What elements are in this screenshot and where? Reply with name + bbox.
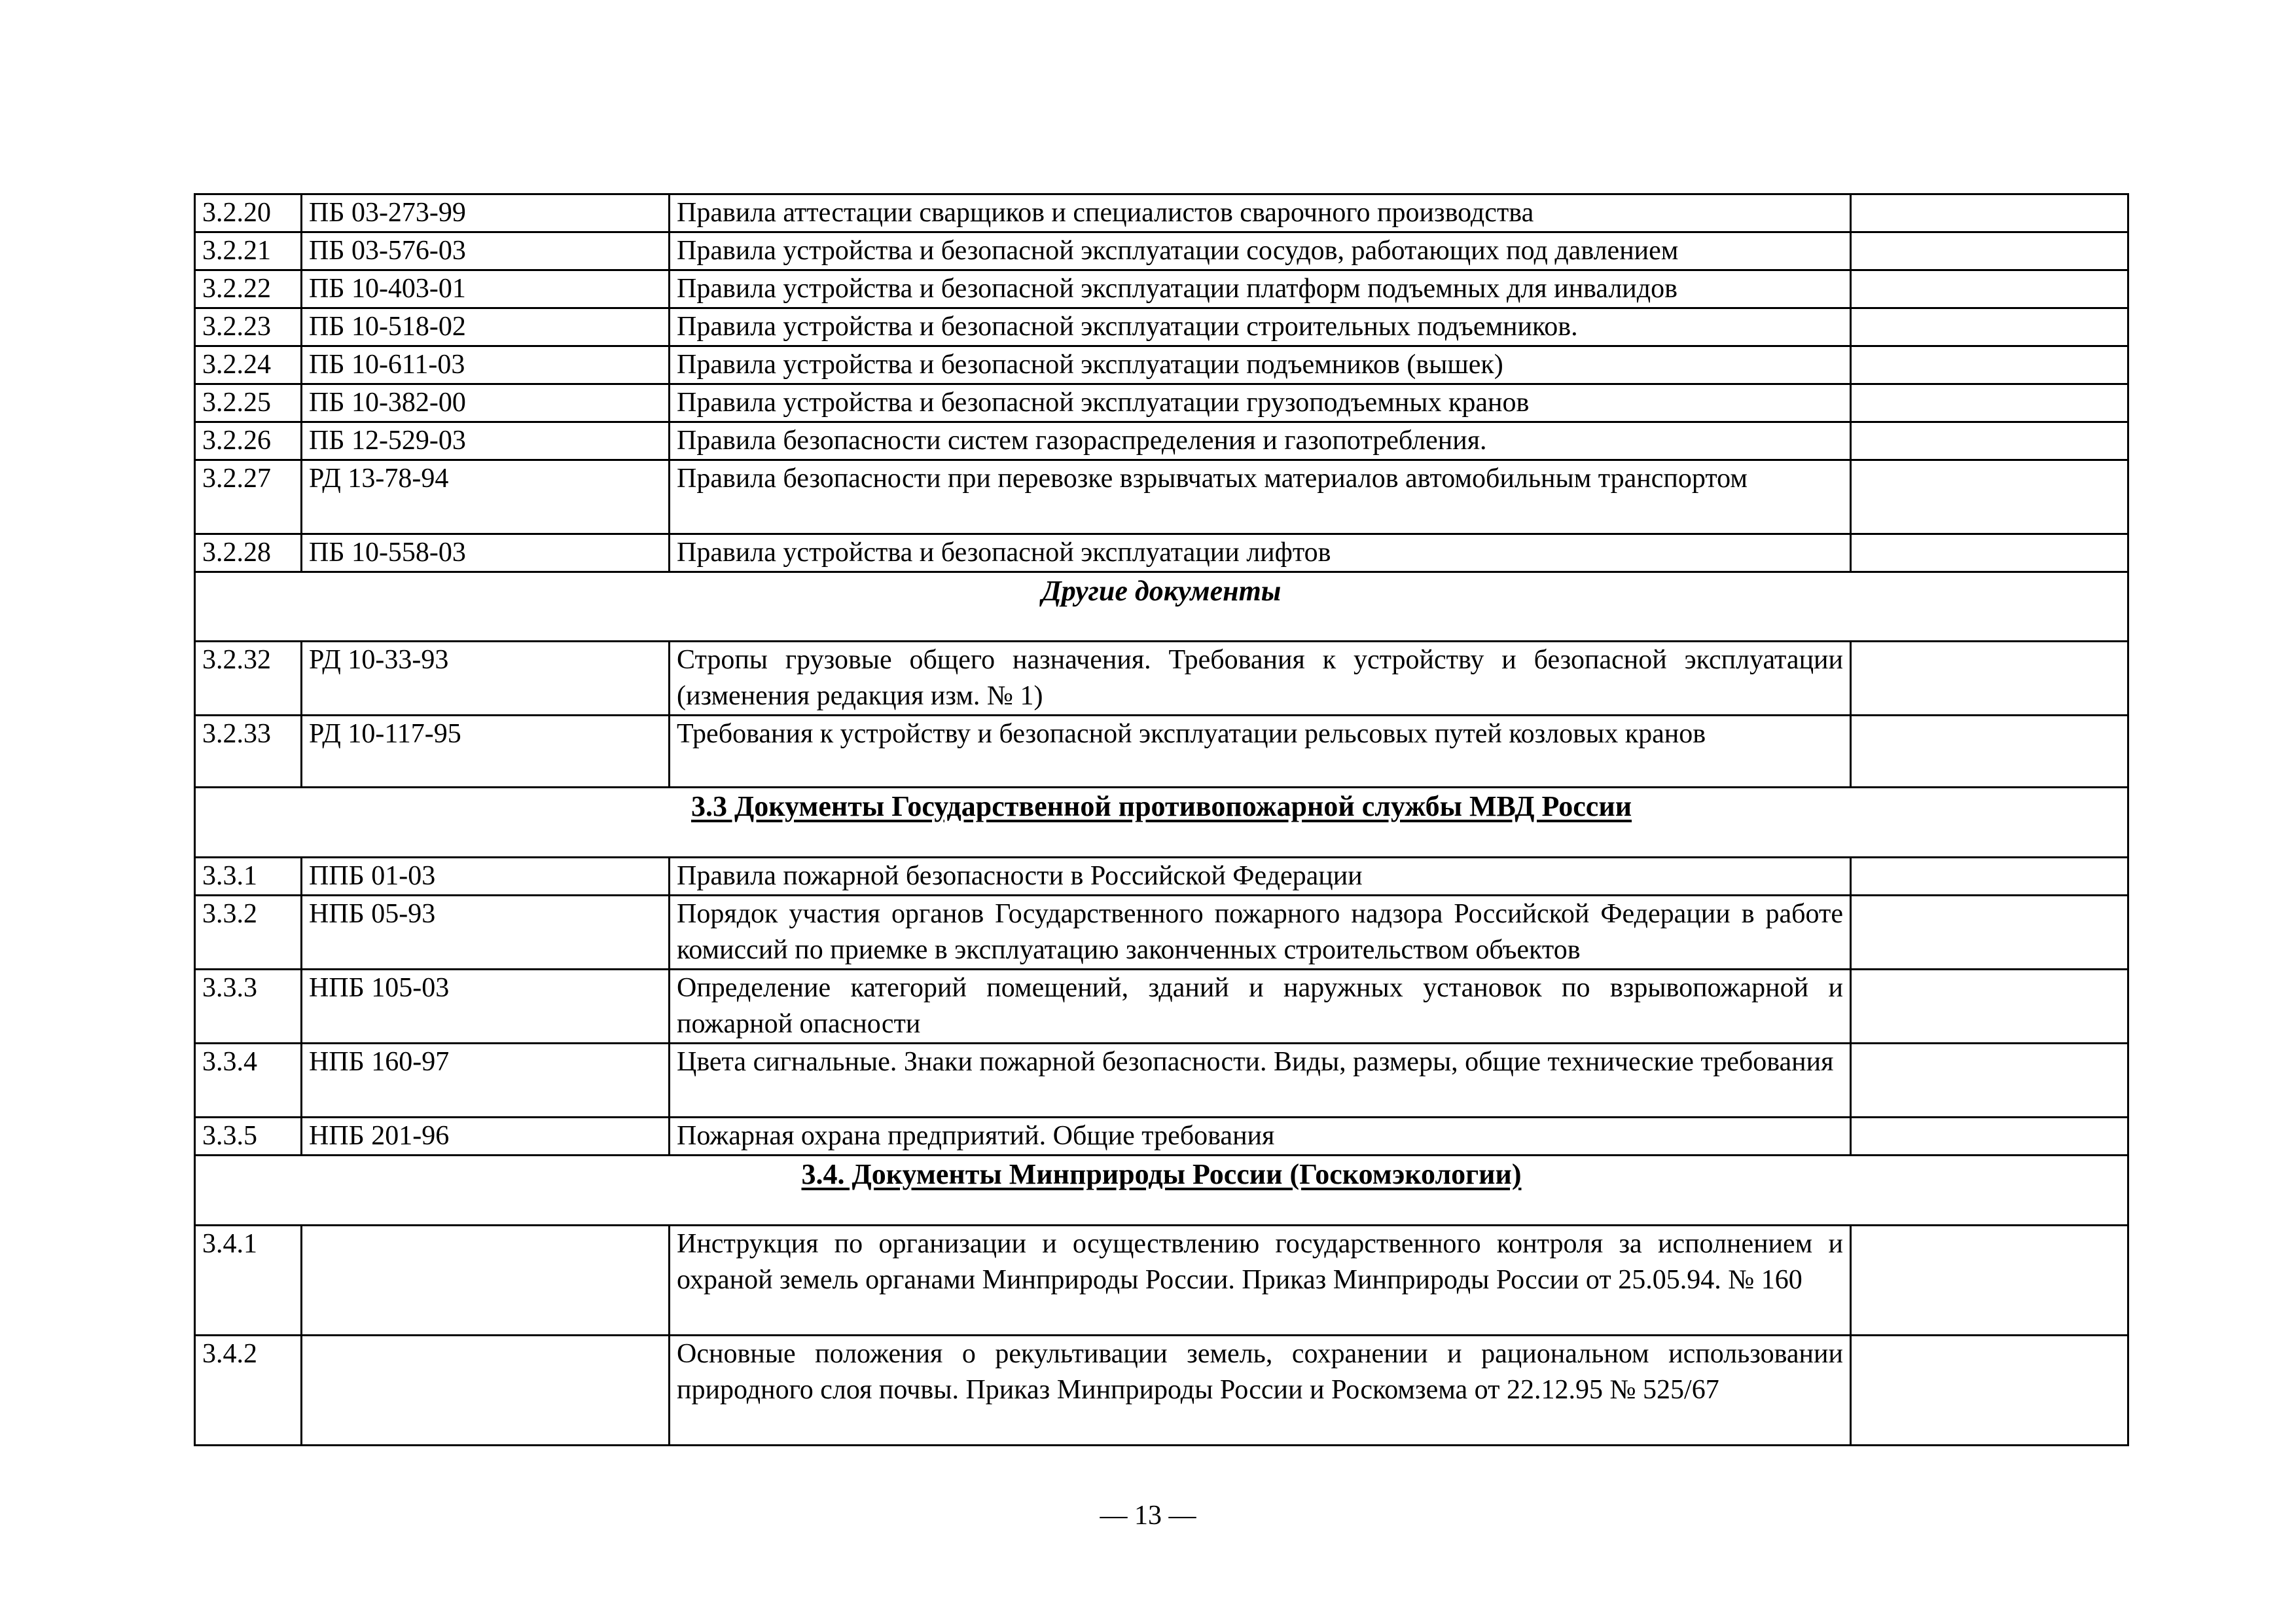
section-heading-text: 3.4. Документы Минприроды России (Госкомэкологии)	[801, 1158, 1522, 1190]
document-title: Цвета сигнальные. Знаки пожарной безопасности. Виды, размеры, общие технические требования	[670, 1044, 1851, 1118]
note-cell	[1851, 858, 2128, 896]
row-number: 3.2.27	[195, 460, 302, 534]
note-cell	[1851, 1336, 2128, 1446]
note-cell	[1851, 270, 2128, 308]
row-number: 3.2.25	[195, 384, 302, 422]
note-cell	[1851, 460, 2128, 534]
document-title: Стропы грузовые общего назначения. Требования к устройству и безопасной эксплуатации (изменения редакция изм. № 1)	[670, 642, 1851, 716]
row-number: 3.2.32	[195, 642, 302, 716]
note-cell	[1851, 308, 2128, 346]
table-row	[195, 858, 2128, 896]
page-number: — 13 —	[1100, 1501, 1196, 1531]
document-title: Правила аттестации сварщиков и специалистов сварочного производства	[670, 194, 1851, 232]
document-title: Порядок участия органов Государственного пожарного надзора Российской Федерации в работе комиссий по приемке в эксплуатацию законченных строительством объектов	[670, 896, 1851, 970]
note-cell	[1851, 1226, 2128, 1336]
row-number: 3.2.24	[195, 346, 302, 384]
document-code: ПБ 03-576-03	[302, 232, 670, 270]
document-title: Пожарная охрана предприятий. Общие требования	[670, 1118, 1851, 1156]
document-title: Инструкция по организации и осуществлению государственного контроля за исполнением и охраной земель органами Минприроды России. Приказ Минприроды России от 25.05.94. № 160	[670, 1226, 1851, 1336]
note-cell	[1851, 194, 2128, 232]
row-number: 3.2.28	[195, 534, 302, 572]
table-row	[195, 716, 2128, 788]
row-number: 3.2.22	[195, 270, 302, 308]
table-row	[195, 308, 2128, 346]
table-row	[195, 422, 2128, 460]
document-title: Правила безопасности систем газораспределения и газопотребления.	[670, 422, 1851, 460]
row-number: 3.3.4	[195, 1044, 302, 1118]
note-cell	[1851, 232, 2128, 270]
note-cell	[1851, 896, 2128, 970]
section-row	[195, 1156, 2128, 1226]
table-row	[195, 1044, 2128, 1118]
document-title: Основные положения о рекультивации земель, сохранении и рациональном использовании природного слоя почвы. Приказ Минприроды России и Роскомзема от 22.12.95 № 525/67	[670, 1336, 1851, 1446]
document-code: ПБ 12-529-03	[302, 422, 670, 460]
table-row	[195, 270, 2128, 308]
section-heading-ecology	[195, 1156, 2128, 1226]
document-code: ПБ 10-558-03	[302, 534, 670, 572]
table-row	[195, 1118, 2128, 1156]
note-cell	[1851, 1118, 2128, 1156]
document-title: Правила безопасности при перевозке взрывчатых материалов автомобильным транспортом	[670, 460, 1851, 534]
table-row	[195, 1336, 2128, 1446]
table-row	[195, 1226, 2128, 1336]
document-code: НПБ 160-97	[302, 1044, 670, 1118]
document-code: РД 10-117-95	[302, 716, 670, 788]
document-title: Правила устройства и безопасной эксплуатации лифтов	[670, 534, 1851, 572]
document-code: ПБ 03-273-99	[302, 194, 670, 232]
document-title: Правила устройства и безопасной эксплуатации платформ подъемных для инвалидов	[670, 270, 1851, 308]
note-cell	[1851, 716, 2128, 788]
note-cell	[1851, 346, 2128, 384]
document-code: ПБ 10-403-01	[302, 270, 670, 308]
row-number: 3.3.3	[195, 970, 302, 1044]
document-code: РД 10-33-93	[302, 642, 670, 716]
section-row	[195, 572, 2128, 642]
note-cell	[1851, 970, 2128, 1044]
document-code: ППБ 01-03	[302, 858, 670, 896]
regulations-table	[194, 193, 2129, 1446]
row-number: 3.2.20	[195, 194, 302, 232]
document-code: НПБ 05-93	[302, 896, 670, 970]
document-code: ПБ 10-382-00	[302, 384, 670, 422]
document-title: Правила устройства и безопасной эксплуатации строительных подъемников.	[670, 308, 1851, 346]
document-title: Правила устройства и безопасной эксплуатации подъемников (вышек)	[670, 346, 1851, 384]
document-code	[302, 1226, 670, 1336]
note-cell	[1851, 534, 2128, 572]
row-number: 3.4.2	[195, 1336, 302, 1446]
table-row	[195, 642, 2128, 716]
document-title: Определение категорий помещений, зданий и наружных установок по взрывопожарной и пожарной опасности	[670, 970, 1851, 1044]
row-number: 3.3.1	[195, 858, 302, 896]
table-row	[195, 970, 2128, 1044]
table-row	[195, 460, 2128, 534]
table-row	[195, 194, 2128, 232]
section-heading-other-documents: Другие документы	[195, 572, 2128, 642]
table-row	[195, 346, 2128, 384]
document-code: ПБ 10-611-03	[302, 346, 670, 384]
document-code: ПБ 10-518-02	[302, 308, 670, 346]
row-number: 3.2.21	[195, 232, 302, 270]
row-number: 3.4.1	[195, 1226, 302, 1336]
document-title: Требования к устройству и безопасной эксплуатации рельсовых путей козловых кранов	[670, 716, 1851, 788]
table-row	[195, 534, 2128, 572]
section-heading-fire-service	[195, 788, 2128, 858]
table-row	[195, 232, 2128, 270]
document-title: Правила устройства и безопасной эксплуатации сосудов, работающих под давлением	[670, 232, 1851, 270]
section-heading-text: 3.3 Документы Государственной противопожарной службы МВД России	[691, 790, 1632, 822]
note-cell	[1851, 1044, 2128, 1118]
note-cell	[1851, 384, 2128, 422]
row-number: 3.2.23	[195, 308, 302, 346]
row-number: 3.2.33	[195, 716, 302, 788]
document-title: Правила пожарной безопасности в Российской Федерации	[670, 858, 1851, 896]
document-code: НПБ 201-96	[302, 1118, 670, 1156]
section-row	[195, 788, 2128, 858]
table-row	[195, 896, 2128, 970]
note-cell	[1851, 422, 2128, 460]
table-row	[195, 384, 2128, 422]
document-title: Правила устройства и безопасной эксплуатации грузоподъемных кранов	[670, 384, 1851, 422]
document-code: РД 13-78-94	[302, 460, 670, 534]
note-cell	[1851, 642, 2128, 716]
document-code: НПБ 105-03	[302, 970, 670, 1044]
row-number: 3.3.2	[195, 896, 302, 970]
row-number: 3.2.26	[195, 422, 302, 460]
document-code	[302, 1336, 670, 1446]
row-number: 3.3.5	[195, 1118, 302, 1156]
